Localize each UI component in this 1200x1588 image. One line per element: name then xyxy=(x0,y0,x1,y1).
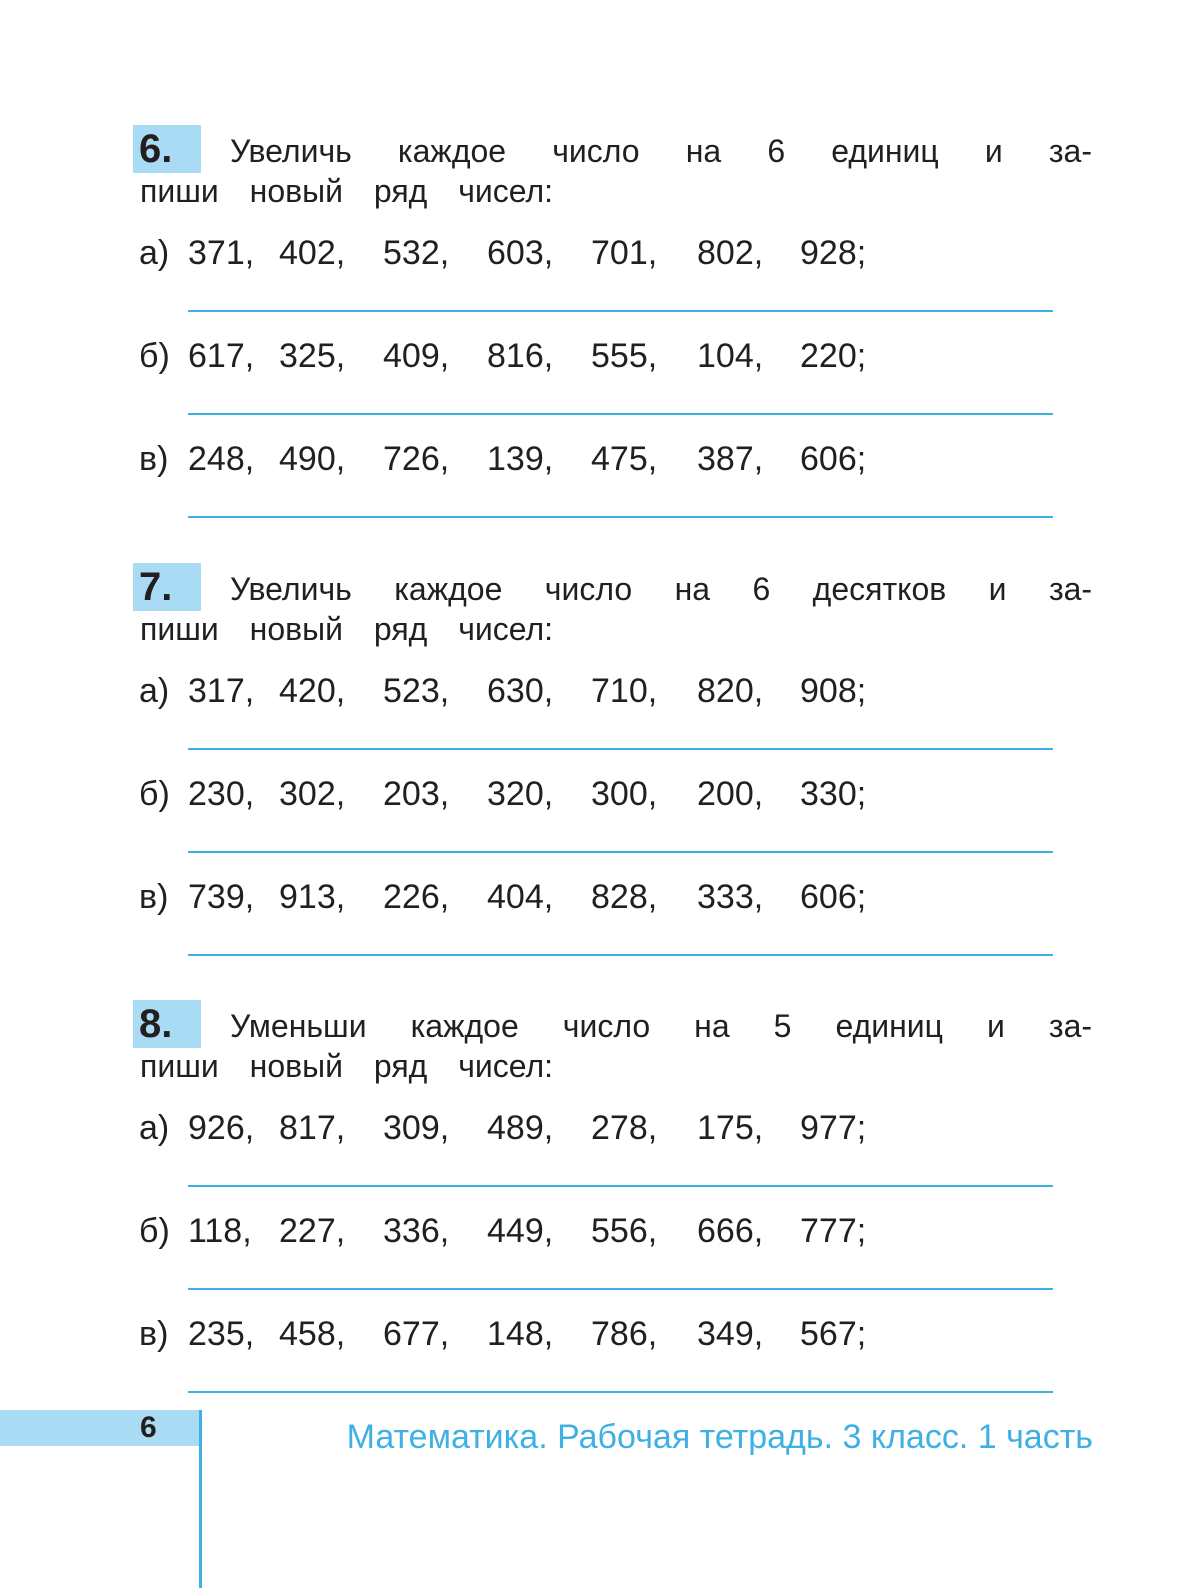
instruction-word: и xyxy=(984,133,1003,169)
sequence-number: 567; xyxy=(800,1315,867,1353)
sequence-number: 523, xyxy=(383,672,450,710)
sequence-number: 677, xyxy=(383,1315,450,1353)
sequence-number: 489, xyxy=(487,1109,554,1147)
row-label: б) xyxy=(139,775,170,813)
sequence-number: 317, xyxy=(188,672,255,710)
row-label: в) xyxy=(139,440,169,478)
sequence-number: 556, xyxy=(591,1212,658,1250)
sequence-number: 555, xyxy=(591,337,658,375)
sequence-number: 349, xyxy=(697,1315,764,1353)
sequence-number: 928; xyxy=(800,234,867,272)
sequence-number: 458, xyxy=(279,1315,346,1353)
instruction-word: каждое xyxy=(410,1008,519,1044)
sequence-number: 139, xyxy=(487,440,554,478)
sequence-number: 786, xyxy=(591,1315,658,1353)
instruction-line-1 xyxy=(230,131,1092,171)
sequence-number: 739, xyxy=(188,878,255,916)
sequence-number: 325, xyxy=(279,337,346,375)
instruction-word: за- xyxy=(1048,133,1092,169)
instruction-word: и xyxy=(987,1008,1005,1044)
sequence-number: 449, xyxy=(487,1212,554,1250)
instruction-word: число xyxy=(552,133,640,169)
instruction-word: за- xyxy=(1048,1008,1093,1044)
instruction-word: единиц xyxy=(831,133,939,169)
instruction-line-1 xyxy=(230,1006,1092,1046)
sequence-number: 777; xyxy=(800,1212,867,1250)
instruction-word: 6 xyxy=(767,133,786,169)
sequence-number: 913, xyxy=(279,878,346,916)
row-label: а) xyxy=(139,672,170,710)
answer-line[interactable] xyxy=(188,851,1053,853)
sequence-number: 816, xyxy=(487,337,554,375)
sequence-number: 118, xyxy=(188,1212,252,1250)
row-label: а) xyxy=(139,234,170,272)
sequence-number: 817, xyxy=(279,1109,346,1147)
instruction-word: 5 xyxy=(773,1008,792,1044)
sequence-number: 371, xyxy=(188,234,255,272)
exercise-number: 8. xyxy=(133,1000,201,1048)
instruction-word: Увеличь xyxy=(230,133,352,169)
exercise-number: 7. xyxy=(133,563,201,611)
sequence-number: 532, xyxy=(383,234,450,272)
row-label: б) xyxy=(139,1212,170,1250)
sequence-number: 336, xyxy=(383,1212,450,1250)
instruction-word: Уменьши xyxy=(230,1008,367,1044)
sequence-number: 235, xyxy=(188,1315,255,1353)
sequence-number: 617, xyxy=(188,337,255,375)
sequence-number: 606; xyxy=(800,440,867,478)
sequence-number: 404, xyxy=(487,878,554,916)
sequence-number: 333, xyxy=(697,878,764,916)
row-label: в) xyxy=(139,878,169,916)
sequence-number: 475, xyxy=(591,440,658,478)
sequence-number: 402, xyxy=(279,234,346,272)
instruction-word: каждое xyxy=(397,133,507,169)
instruction-word: на xyxy=(674,571,711,607)
sequence-number: 666, xyxy=(697,1212,764,1250)
sequence-number: 908; xyxy=(800,672,867,710)
instruction-line-2: пиши новый ряд чисел: xyxy=(140,611,554,647)
footer-divider xyxy=(199,1410,202,1588)
instruction-word: Увеличь xyxy=(230,571,352,607)
instruction-line-2: пиши новый ряд чисел: xyxy=(140,173,554,209)
answer-line[interactable] xyxy=(188,748,1053,750)
answer-line[interactable] xyxy=(188,310,1053,312)
instruction-word: 6 xyxy=(752,571,771,607)
sequence-number: 302, xyxy=(279,775,346,813)
sequence-number: 148, xyxy=(487,1315,554,1353)
answer-line[interactable] xyxy=(188,413,1053,415)
instruction-word: каждое xyxy=(394,571,503,607)
instruction-line-2: пиши новый ряд чисел: xyxy=(140,1048,554,1084)
instruction-word: на xyxy=(685,133,722,169)
sequence-number: 200, xyxy=(697,775,764,813)
sequence-number: 603, xyxy=(487,234,554,272)
sequence-number: 330; xyxy=(800,775,867,813)
sequence-number: 409, xyxy=(383,337,450,375)
instruction-word: единиц xyxy=(835,1008,943,1044)
answer-line[interactable] xyxy=(188,954,1053,956)
row-label: а) xyxy=(139,1109,170,1147)
sequence-number: 300, xyxy=(591,775,658,813)
sequence-number: 220; xyxy=(800,337,867,375)
sequence-number: 320, xyxy=(487,775,554,813)
answer-line[interactable] xyxy=(188,1288,1053,1290)
row-label: б) xyxy=(139,337,170,375)
instruction-word: число xyxy=(562,1008,651,1044)
sequence-number: 977; xyxy=(800,1109,867,1147)
row-label: в) xyxy=(139,1315,169,1353)
sequence-number: 630, xyxy=(487,672,554,710)
exercise-number: 6. xyxy=(133,125,201,173)
page-number: 6 xyxy=(140,1411,157,1444)
sequence-number: 802, xyxy=(697,234,764,272)
sequence-number: 230, xyxy=(188,775,255,813)
instruction-word: и xyxy=(988,571,1007,607)
instruction-word: число xyxy=(544,571,633,607)
sequence-number: 828, xyxy=(591,878,658,916)
sequence-number: 820, xyxy=(697,672,764,710)
answer-line[interactable] xyxy=(188,516,1053,518)
instruction-word: на xyxy=(694,1008,730,1044)
sequence-number: 490, xyxy=(279,440,346,478)
instruction-line-1 xyxy=(230,569,1092,609)
instruction-word: за- xyxy=(1048,571,1093,607)
sequence-number: 203, xyxy=(383,775,450,813)
sequence-number: 726, xyxy=(383,440,450,478)
sequence-number: 104, xyxy=(697,337,764,375)
sequence-number: 309, xyxy=(383,1109,450,1147)
answer-line[interactable] xyxy=(188,1185,1053,1187)
sequence-number: 175, xyxy=(697,1109,764,1147)
sequence-number: 226, xyxy=(383,878,450,916)
sequence-number: 420, xyxy=(279,672,346,710)
answer-line[interactable] xyxy=(188,1391,1053,1393)
footer-book-title: Математика. Рабочая тетрадь. 3 класс. 1 часть xyxy=(346,1418,1093,1456)
sequence-number: 248, xyxy=(188,440,255,478)
sequence-number: 278, xyxy=(591,1109,658,1147)
sequence-number: 701, xyxy=(591,234,658,272)
sequence-number: 387, xyxy=(697,440,764,478)
sequence-number: 926, xyxy=(188,1109,255,1147)
sequence-number: 227, xyxy=(279,1212,346,1250)
sequence-number: 710, xyxy=(591,672,658,710)
sequence-number: 606; xyxy=(800,878,867,916)
instruction-word: десятков xyxy=(812,571,947,607)
